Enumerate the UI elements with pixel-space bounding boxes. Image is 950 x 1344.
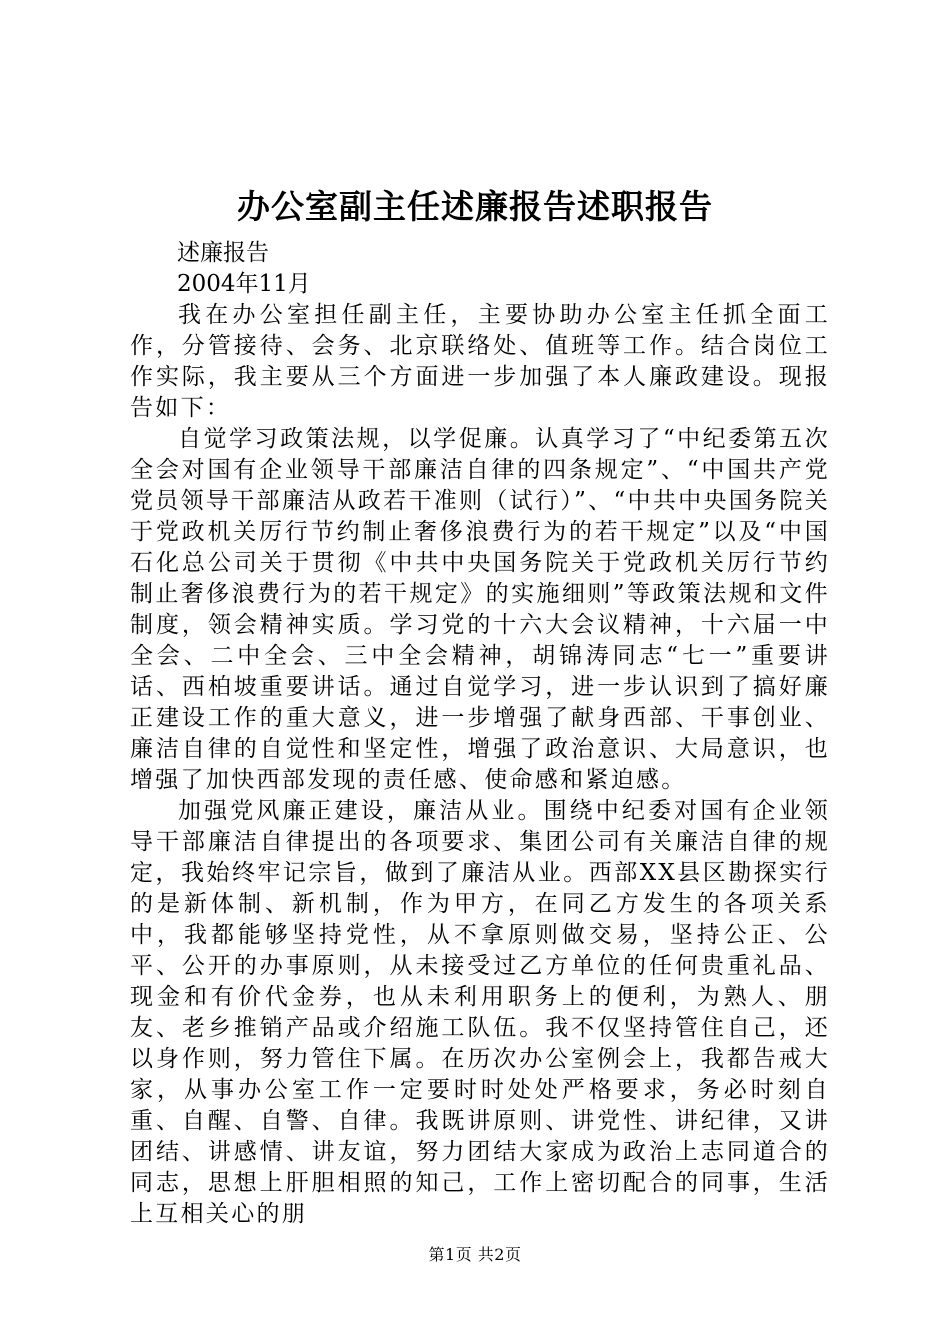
paragraph-intro: 我在办公室担任副主任，主要协助办公室主任抓全面工作，分管接待、会务、北京联络处、值班等工作。结合岗位工作实际，我主要从三个方面进一步加强了本人廉政建设。现报告如下： [130,302,830,421]
document-date: 2004年11月 [177,271,311,297]
document-body [130,238,830,1230]
document-subtitle: 述廉报告 [177,240,269,266]
paragraph-integrity: 加强党风廉正建设，廉洁从业。围绕中纪委对国有企业领导干部廉洁自律提出的各项要求、集团公司有关廉洁自律的规定，我始终牢记宗旨，做到了廉洁从业。西部XX县区勘探实行的是新体制、新机制，作为甲方，在同乙方发生的各项关系中，我都能够坚持党性，从不拿原则做交易，坚持公正、公平、公开的办事原则，从未接受过乙方单位的任何贵重礼品、现金和有价代金券，也从未利用职务上的便利，为熟人、朋友、老乡推销产品或介绍施工队伍。我不仅坚持管住自己，还以身作则，努力管住下属。在历次办公室例会上，我都告戒大家，从事办公室工作一定要时时处处严格要求，务必时刻自重、自醒、自警、自律。我既讲原则、讲党性、讲纪律，又讲团结、讲感情、讲友谊，努力团结大家成为政治上志同道合的同志，思想上肝胆相照的知己，工作上密切配合的同事，生活上互相关心的朋 [130,798,830,1227]
paragraph-study: 自觉学习政策法规，以学促廉。认真学习了“中纪委第五次全会对国有企业领导干部廉洁自律的四条规定”、“中国共产党党员领导干部廉洁从政若干准则（试行）”、“中共中央国务院关于党政机关厉行节约制止奢侈浪费行为的若干规定”以及“中国石化总公司关于贯彻《中共中央国务院关于党政机关厉行节约制止奢侈浪费行为的若干规定》的实施细则”等政策法规和文件制度，领会精神实质。学习党的十六大会议精神，十六届一中全会、二中全会、三中全会精神，胡锦涛同志“七一”重要讲话、西柏坡重要讲话。通过自觉学习，进一步认识到了搞好廉正建设工作的重大意义，进一步增强了献身西部、干事创业、廉洁自律的自觉性和坚定性，增强了政治意识、大局意识，也增强了加快西部发现的责任感、使命感和紧迫感。 [130,426,830,793]
document-title: 办公室副主任述廉报告述职报告 [237,187,713,226]
page-number-footer: 第1页 共2页 [428,1245,522,1264]
